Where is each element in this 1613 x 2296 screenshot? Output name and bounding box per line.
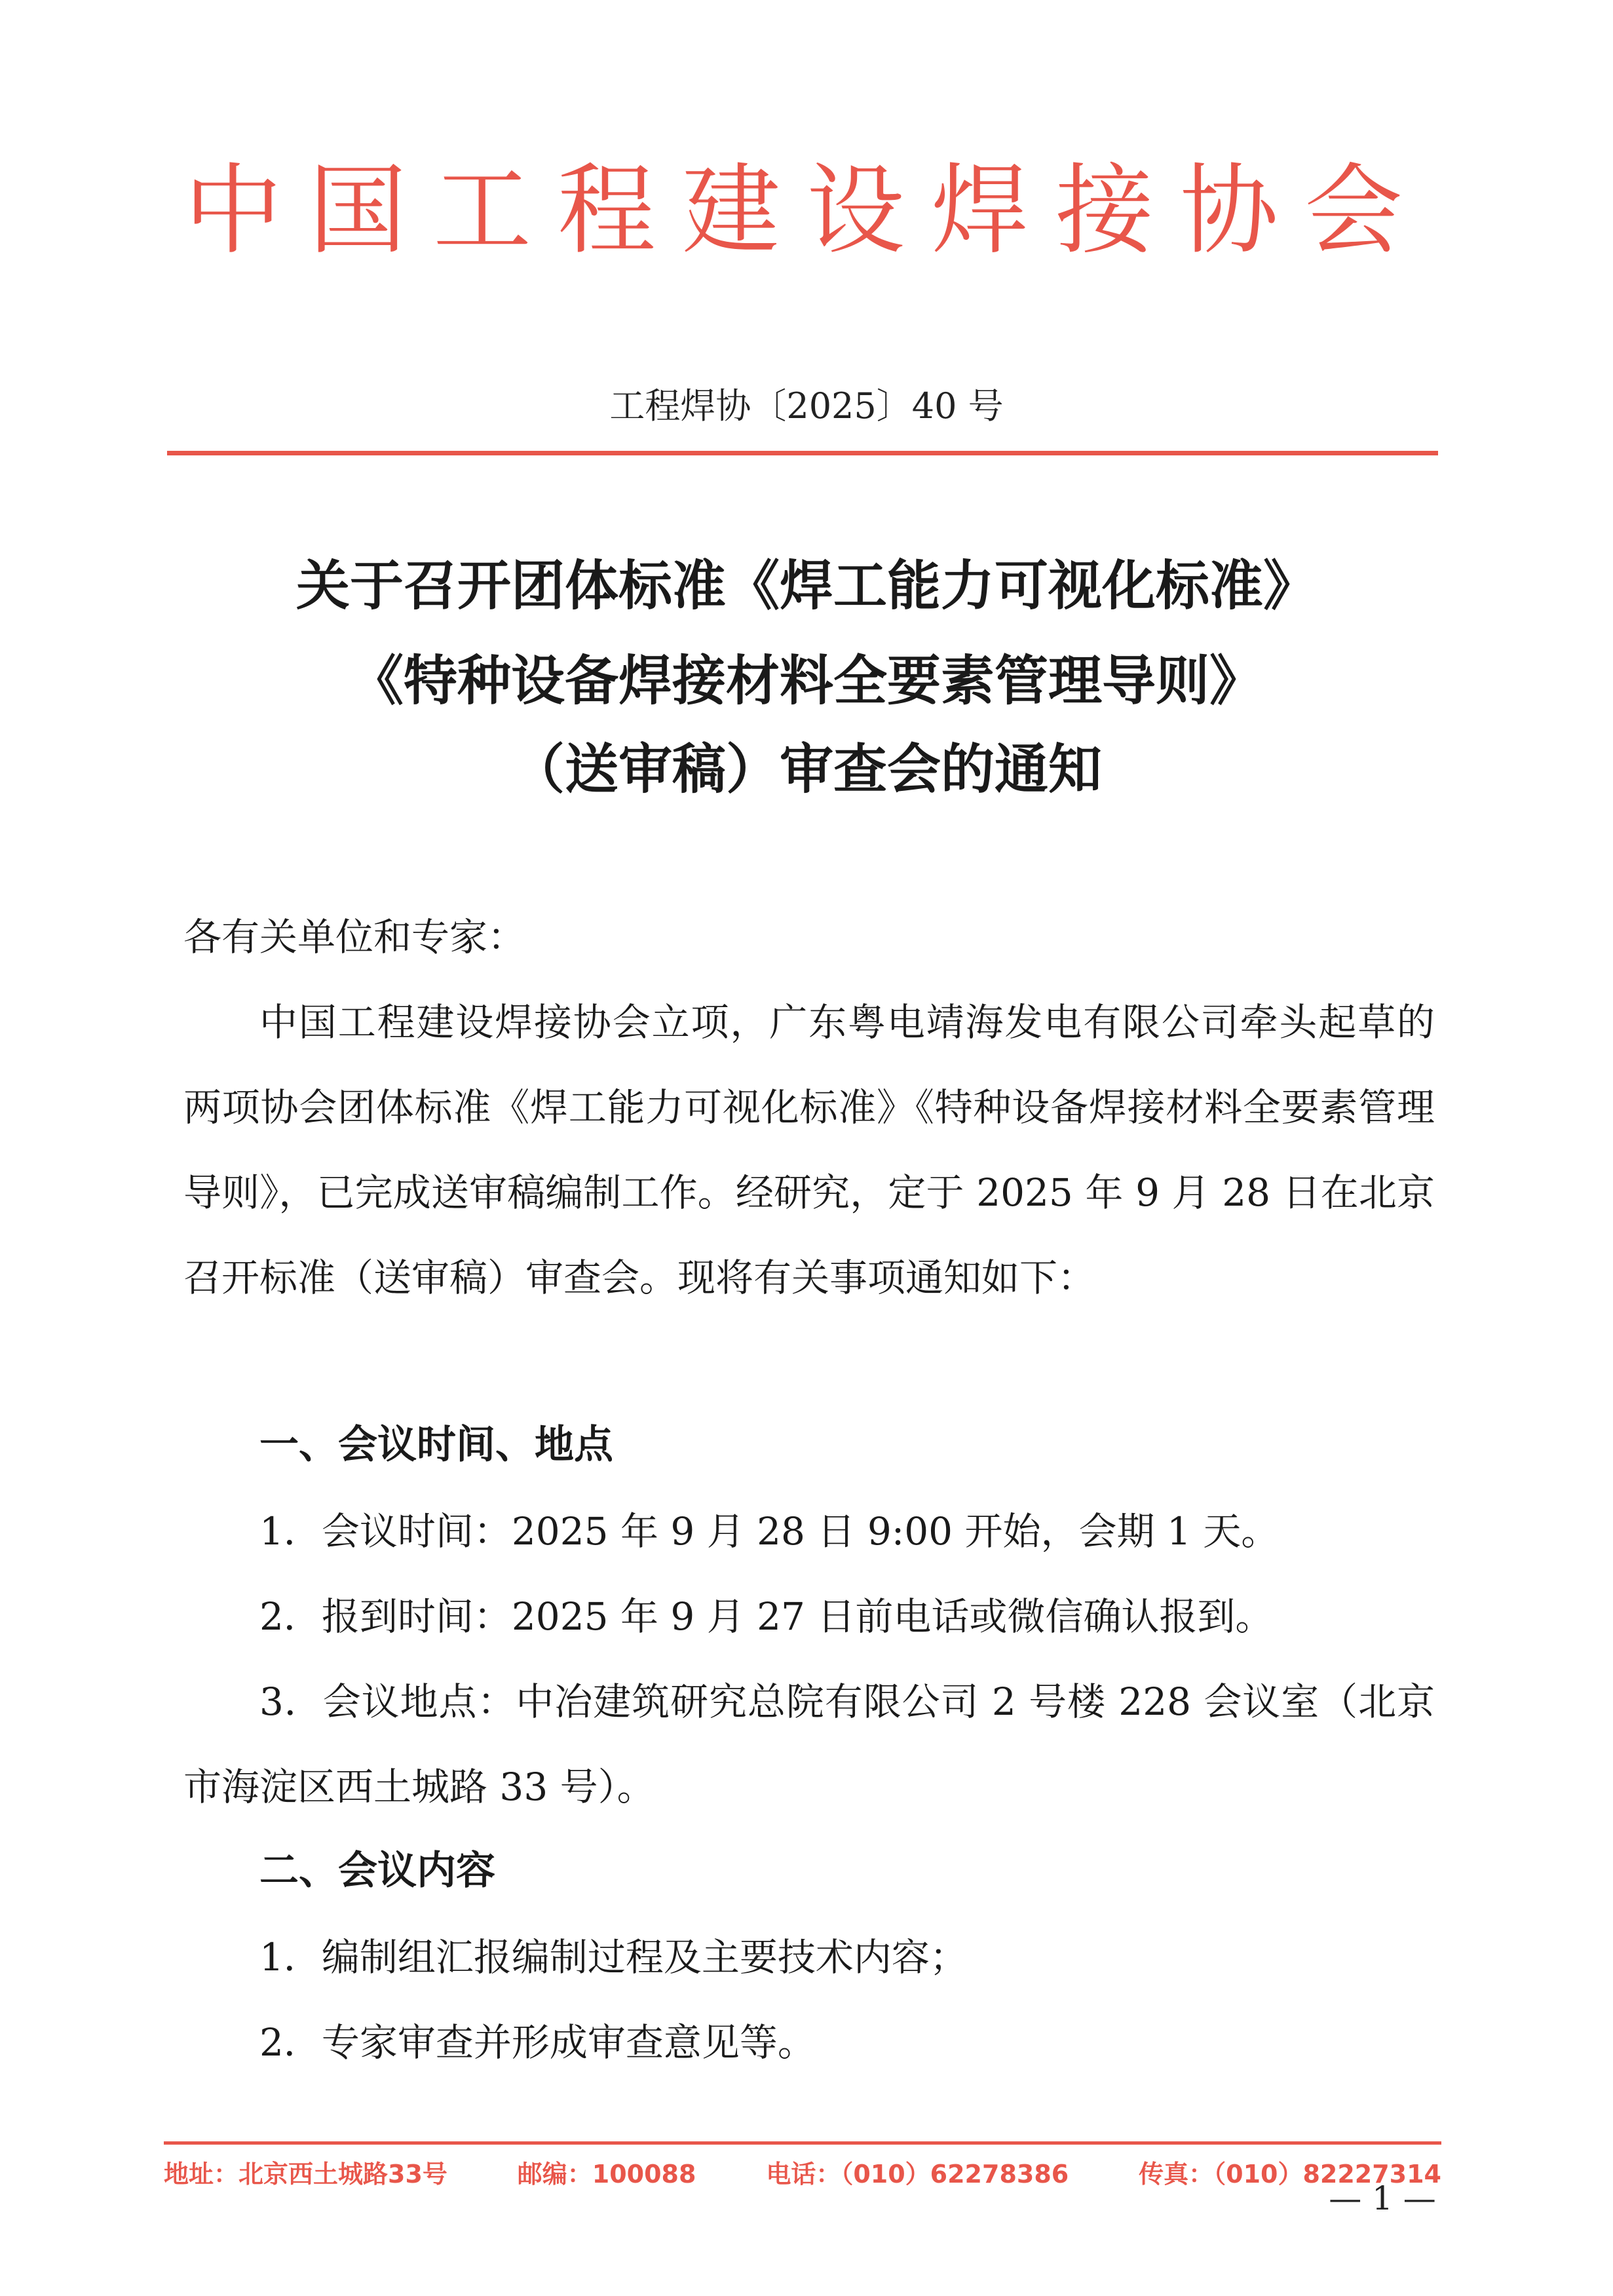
intro-paragraph: 中国工程建设焊接协会立项，广东粤电靖海发电有限公司牵头起草的两项协会团体标准《焊工能力可视化标准》《特种设备焊接材料全要素管理导则》，已完成送审稿编制工作。经研究，定于 2025 年 9 月 28 日在北京召开标准（送审稿）审查会。现将有关事项通知如下： (183, 1000, 1435, 1300)
footer-phone: 电话：（010）62278386 (766, 2160, 1069, 2189)
section1-item-1: 1．会议时间：2025 年 9 月 28 日 9:00 开始，会期 1 天。 (259, 1509, 1280, 1554)
title-line-1: 关于召开团体标准《焊工能力可视化标准》 (295, 555, 1317, 617)
section2-item-1: 1．编制组汇报编制过程及主要技术内容； (259, 1935, 968, 1980)
section1-item-3: 3．会议地点：中冶建筑研究总院有限公司 2 号楼 228 会议室（北京市海淀区西土城路 33 号）。 (183, 1679, 1435, 1809)
section-heading-1: 一、会议时间、地点 (259, 1422, 613, 1468)
letterhead: 中国工程建设焊接协会 (183, 154, 1429, 268)
footer-divider (164, 2141, 1441, 2145)
page-number: — 1 — (1329, 2179, 1436, 2217)
footer-address: 地址：北京西土城路33号 (164, 2160, 447, 2189)
section-heading-2: 二、会议内容 (259, 1848, 495, 1894)
title-line-3: （送审稿）审查会的通知 (510, 738, 1102, 801)
footer-postcode: 邮编：100088 (517, 2160, 696, 2189)
section2-item-2: 2．专家审查并形成审查意见等。 (259, 2020, 816, 2065)
header-divider (167, 451, 1438, 455)
document-number: 工程焊协〔2025〕40 号 (609, 385, 1004, 427)
salutation: 各有关单位和专家： (183, 915, 526, 959)
footer-contact (164, 2158, 1441, 2191)
footer-fax: 传真：（010）82227314 (1139, 2160, 1441, 2189)
section1-item-2: 2．报到时间：2025 年 9 月 27 日前电话或微信确认报到。 (259, 1594, 1274, 1639)
title-line-2: 《特种设备焊接材料全要素管理导则》 (349, 650, 1263, 712)
